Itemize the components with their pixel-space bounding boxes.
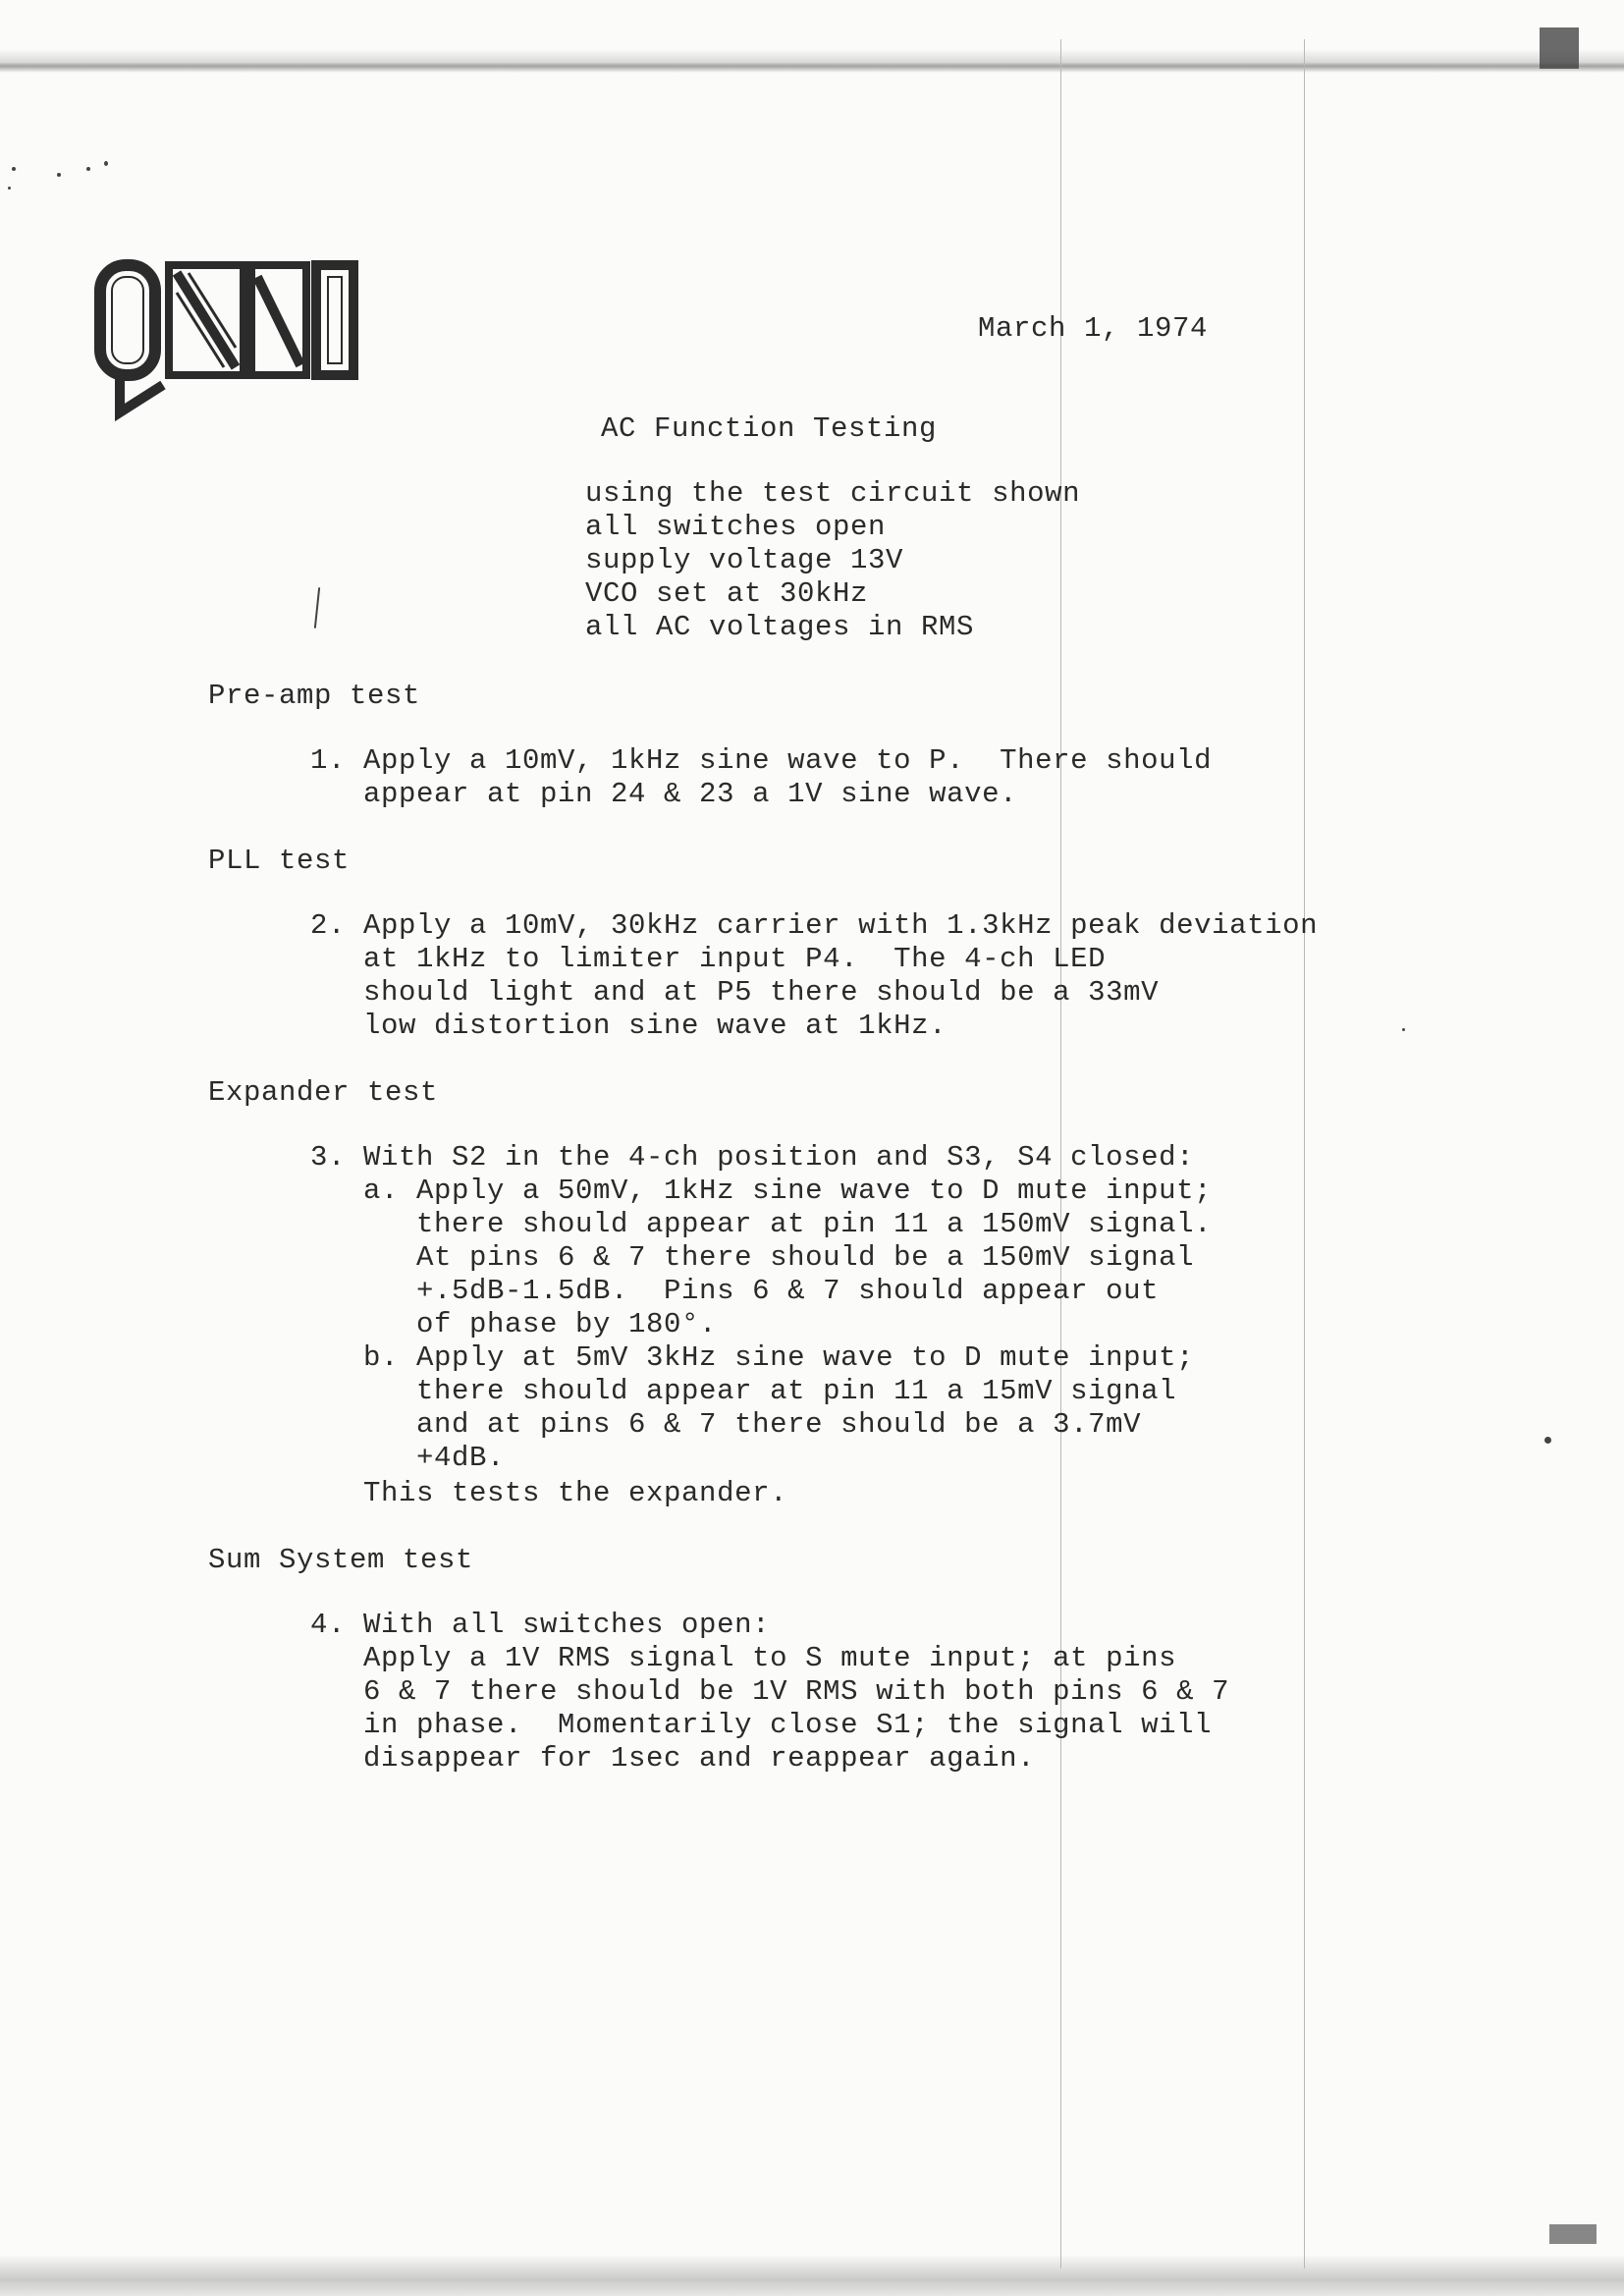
section-line: a. Apply a 50mV, 1kHz sine wave to D mute input; (310, 1175, 1213, 1207)
condition-line: all switches open (585, 511, 887, 543)
section-heading: Sum System test (208, 1544, 474, 1576)
section-line: should light and at P5 there should be a 33mV (310, 976, 1160, 1009)
section-line: disappear for 1sec and reappear again. (310, 1742, 1036, 1775)
condition-line: using the test circuit shown (585, 477, 1081, 510)
section-line: b. Apply at 5mV 3kHz sine wave to D mute input; (310, 1341, 1195, 1374)
section-line: there should appear at pin 11 a 15mV signal (310, 1375, 1177, 1407)
scan-fold-line (1304, 39, 1305, 2269)
condition-line: all AC voltages in RMS (585, 611, 975, 643)
section-line: 3. With S2 in the 4-ch position and S3, S4 closed: (310, 1141, 1195, 1174)
section-line: of phase by 180°. (310, 1308, 718, 1340)
section-heading: Expander test (208, 1076, 439, 1109)
scan-edge-top (0, 49, 1624, 73)
scan-speck (8, 187, 11, 190)
scan-edge-bottom (0, 2255, 1624, 2296)
section-line: 6 & 7 there should be 1V RMS with both pins 6 & 7 (310, 1675, 1230, 1708)
scan-speck (86, 167, 90, 171)
scan-speck (12, 167, 16, 171)
section-line: and at pins 6 & 7 there should be a 3.7mV (310, 1408, 1142, 1441)
section-line: At pins 6 & 7 there should be a 150mV signal (310, 1241, 1195, 1274)
section-line: This tests the expander. (310, 1477, 788, 1509)
section-line: 2. Apply a 10mV, 30kHz carrier with 1.3kHz peak deviation (310, 909, 1319, 942)
section-heading: Pre-amp test (208, 680, 421, 712)
scan-speck (57, 173, 61, 177)
section-line: there should appear at pin 11 a 150mV signal. (310, 1208, 1213, 1240)
section-line: +.5dB-1.5dB. Pins 6 & 7 should appear out (310, 1275, 1160, 1307)
section-line: +4dB. (310, 1442, 506, 1474)
scan-speck (1544, 1437, 1551, 1444)
scan-corner-mark (1540, 27, 1579, 69)
scan-speck (314, 587, 320, 629)
scan-corner-mark (1549, 2224, 1597, 2244)
section-line: low distortion sine wave at 1kHz. (310, 1010, 947, 1042)
document-title: AC Function Testing (601, 412, 938, 445)
condition-line: supply voltage 13V (585, 544, 904, 576)
condition-line: VCO set at 30kHz (585, 577, 869, 610)
section-heading: PLL test (208, 845, 351, 877)
scan-speck (1402, 1028, 1405, 1031)
section-line: 1. Apply a 10mV, 1kHz sine wave to P. There should (310, 744, 1213, 777)
section-line: appear at pin 24 & 23 a 1V sine wave. (310, 778, 1018, 810)
scan-speck (104, 161, 108, 166)
section-line: at 1kHz to limiter input P4. The 4-ch LED (310, 943, 1107, 975)
section-line: Apply a 1V RMS signal to S mute input; at pins (310, 1642, 1177, 1674)
document-date: March 1, 1974 (978, 312, 1209, 345)
section-line: in phase. Momentarily close S1; the signal will (310, 1709, 1213, 1741)
section-line: 4. With all switches open: (310, 1609, 771, 1641)
qsi-logo (94, 257, 369, 424)
